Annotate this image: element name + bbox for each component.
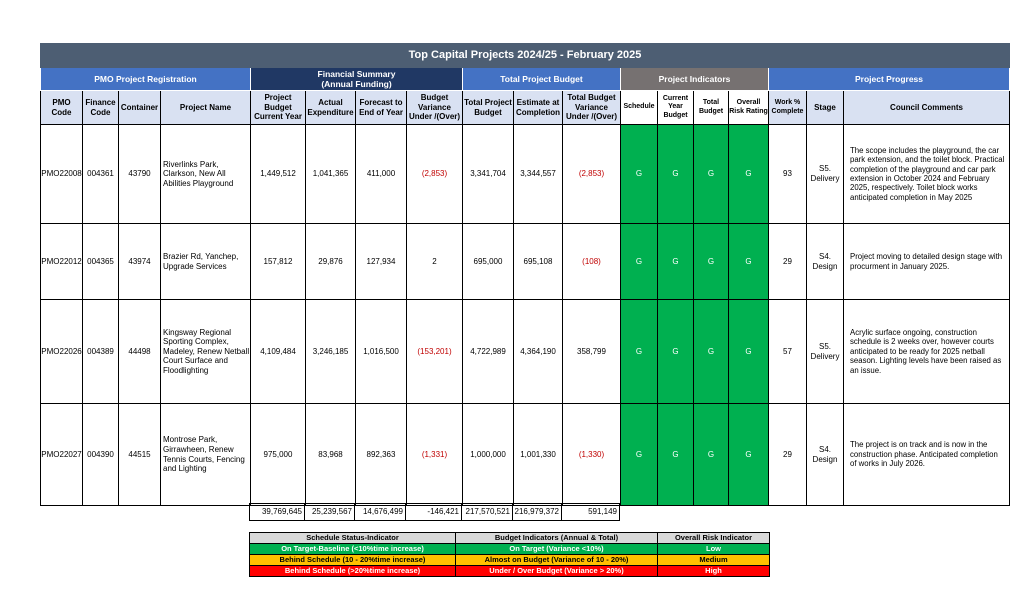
total-budget-variance-cell: (108)	[563, 224, 621, 300]
total-budget-variance-cell: (1,330)	[563, 404, 621, 506]
col-header-total-project-budget: Total Project Budget	[463, 91, 514, 125]
col-header-overall-risk: Overall Risk Rating	[729, 91, 769, 125]
col-header-schedule: Schedule	[621, 91, 658, 125]
section-project-indicators: Project Indicators	[621, 68, 769, 91]
project-budget-cell: 1,449,512	[251, 125, 306, 224]
schedule-indicator: G	[621, 404, 658, 506]
overall-risk-indicator: G	[729, 125, 769, 224]
table-row	[41, 125, 1010, 224]
col-header-budget-variance: Budget Variance Under /(Over)	[407, 91, 463, 125]
overall-risk-indicator: G	[729, 404, 769, 506]
col-header-total-budget: Total Budget	[694, 91, 729, 125]
col-header-stage: Stage	[807, 91, 844, 125]
total-project-budget-cell: 695,000	[463, 224, 514, 300]
actual-expenditure-cell: 29,876	[306, 224, 356, 300]
legend-risk-medium: Medium	[658, 555, 770, 566]
capital-projects-table	[40, 43, 1010, 506]
total-project-budget-current-year: 39,769,645	[250, 504, 305, 521]
col-header-project-name: Project Name	[161, 91, 251, 125]
container-cell: 43974	[119, 224, 161, 300]
actual-expenditure-cell: 3,246,185	[306, 300, 356, 404]
legend-budget-amber: Almost on Budget (Variance of 10 - 20%)	[456, 555, 658, 566]
current-year-budget-indicator: G	[658, 300, 694, 404]
total-forecast: 14,676,499	[355, 504, 406, 521]
legend-risk-low: Low	[658, 544, 770, 555]
total-budget-variance: -146,421	[406, 504, 462, 521]
col-header-council-comments: Council Comments	[844, 91, 1010, 125]
legend-header-budget: Budget Indicators (Annual & Total)	[456, 533, 658, 544]
col-header-estimate-completion: Estimate at Completion	[514, 91, 563, 125]
col-header-total-budget-variance: Total Budget Variance Under /(Over)	[563, 91, 621, 125]
col-header-finance-code: Finance Code	[83, 91, 119, 125]
total-actual-expenditure: 25,239,567	[305, 504, 355, 521]
totals-row	[249, 503, 620, 521]
container-cell: 44515	[119, 404, 161, 506]
col-header-current-year-budget: Current Year Budget	[658, 91, 694, 125]
pmo-code-cell: PMO22026	[41, 300, 83, 404]
total-project-budget-cell: 4,722,989	[463, 300, 514, 404]
total-total-project-budget: 217,570,521	[462, 504, 513, 521]
col-header-actual-expenditure: Actual Expenditure	[306, 91, 356, 125]
estimate-completion-cell: 695,108	[514, 224, 563, 300]
legend-table	[249, 532, 770, 577]
col-header-work-complete: Work % Complete	[769, 91, 807, 125]
pmo-code-cell: PMO22027	[41, 404, 83, 506]
schedule-indicator: G	[621, 125, 658, 224]
estimate-completion-cell: 4,364,190	[514, 300, 563, 404]
total-budget-indicator: G	[694, 404, 729, 506]
total-budget-variance-cell: (2,853)	[563, 125, 621, 224]
finance-code-cell: 004390	[83, 404, 119, 506]
legend-schedule-green: On Target-Baseline (<10%time increase)	[250, 544, 456, 555]
stage-cell: S4. Design	[807, 404, 844, 506]
col-header-project-budget: Project Budget Current Year	[251, 91, 306, 125]
actual-expenditure-cell: 1,041,365	[306, 125, 356, 224]
overall-risk-indicator: G	[729, 224, 769, 300]
schedule-indicator: G	[621, 300, 658, 404]
total-estimate-completion: 216,979,372	[513, 504, 562, 521]
section-total-project-budget: Total Project Budget	[463, 68, 621, 91]
budget-variance-cell: (1,331)	[407, 404, 463, 506]
stage-cell: S5. Delivery	[807, 300, 844, 404]
stage-cell: S5. Delivery	[807, 125, 844, 224]
budget-variance-cell: 2	[407, 224, 463, 300]
work-complete-cell: 93	[769, 125, 807, 224]
estimate-completion-cell: 3,344,557	[514, 125, 563, 224]
schedule-indicator: G	[621, 224, 658, 300]
finance-code-cell: 004365	[83, 224, 119, 300]
estimate-completion-cell: 1,001,330	[514, 404, 563, 506]
legend-schedule-amber: Behind Schedule (10 - 20%time increase)	[250, 555, 456, 566]
container-cell: 43790	[119, 125, 161, 224]
forecast-cell: 1,016,500	[356, 300, 407, 404]
total-project-budget-cell: 3,341,704	[463, 125, 514, 224]
project-name-cell: Riverlinks Park, Clarkson, New All Abilities Playground	[161, 125, 251, 224]
work-complete-cell: 29	[769, 224, 807, 300]
forecast-cell: 892,363	[356, 404, 407, 506]
work-complete-cell: 29	[769, 404, 807, 506]
total-total-budget-variance: 591,149	[562, 504, 620, 521]
section-financial-summary: Financial Summary (Annual Funding)	[251, 68, 463, 91]
container-cell: 44498	[119, 300, 161, 404]
project-budget-cell: 975,000	[251, 404, 306, 506]
overall-risk-indicator: G	[729, 300, 769, 404]
legend-schedule-red: Behind Schedule (>20%time increase)	[250, 566, 456, 577]
legend-header-risk: Overall Risk Indicator	[658, 533, 770, 544]
legend-header-schedule: Schedule Status-Indicator	[250, 533, 456, 544]
council-comments-cell: The scope includes the playground, the car park extension, and the toilet block. Practical completion of the playground and car park extension in October 2024 and February 2025, respectively. Toilet block works anticipated completion in May 2025	[844, 125, 1010, 224]
section-project-progress: Project Progress	[769, 68, 1010, 91]
project-budget-cell: 157,812	[251, 224, 306, 300]
section-pmo-registration: PMO Project Registration	[41, 68, 251, 91]
current-year-budget-indicator: G	[658, 125, 694, 224]
legend-risk-high: High	[658, 566, 770, 577]
pmo-code-cell: PMO22008	[41, 125, 83, 224]
council-comments-cell: The project is on track and is now in the construction phase. Anticipated completion of works in July 2026.	[844, 404, 1010, 506]
col-header-forecast: Forecast to End of Year	[356, 91, 407, 125]
col-header-pmo-code: PMO Code	[41, 91, 83, 125]
project-name-cell: Montrose Park, Girrawheen, Renew Tennis Courts, Fencing and Lighting	[161, 404, 251, 506]
work-complete-cell: 57	[769, 300, 807, 404]
project-name-cell: Brazier Rd, Yanchep, Upgrade Services	[161, 224, 251, 300]
budget-variance-cell: (153,201)	[407, 300, 463, 404]
col-header-container: Container	[119, 91, 161, 125]
current-year-budget-indicator: G	[658, 404, 694, 506]
pmo-code-cell: PMO22012	[41, 224, 83, 300]
actual-expenditure-cell: 83,968	[306, 404, 356, 506]
table-row	[41, 404, 1010, 506]
table-row	[41, 300, 1010, 404]
legend-budget-red: Under / Over Budget (Variance > 20%)	[456, 566, 658, 577]
project-name-cell: Kingsway Regional Sporting Complex, Madeley, Renew Netball Court Surface and Floodlighting	[161, 300, 251, 404]
forecast-cell: 127,934	[356, 224, 407, 300]
project-budget-cell: 4,109,484	[251, 300, 306, 404]
stage-cell: S4. Design	[807, 224, 844, 300]
current-year-budget-indicator: G	[658, 224, 694, 300]
legend-budget-green: On Target (Variance <10%)	[456, 544, 658, 555]
council-comments-cell: Acrylic surface ongoing, construction schedule is 2 weeks over, however courts anticipated to be ready for 2025 netball season. Lighting levels have been raised as an issue.	[844, 300, 1010, 404]
budget-variance-cell: (2,853)	[407, 125, 463, 224]
page-title: Top Capital Projects 2024/25 - February 2025	[41, 44, 1010, 68]
total-budget-indicator: G	[694, 300, 729, 404]
total-budget-indicator: G	[694, 224, 729, 300]
table-row	[41, 224, 1010, 300]
finance-code-cell: 004361	[83, 125, 119, 224]
finance-code-cell: 004389	[83, 300, 119, 404]
total-project-budget-cell: 1,000,000	[463, 404, 514, 506]
forecast-cell: 411,000	[356, 125, 407, 224]
total-budget-indicator: G	[694, 125, 729, 224]
council-comments-cell: Project moving to detailed design stage with procurment in January 2025.	[844, 224, 1010, 300]
total-budget-variance-cell: 358,799	[563, 300, 621, 404]
